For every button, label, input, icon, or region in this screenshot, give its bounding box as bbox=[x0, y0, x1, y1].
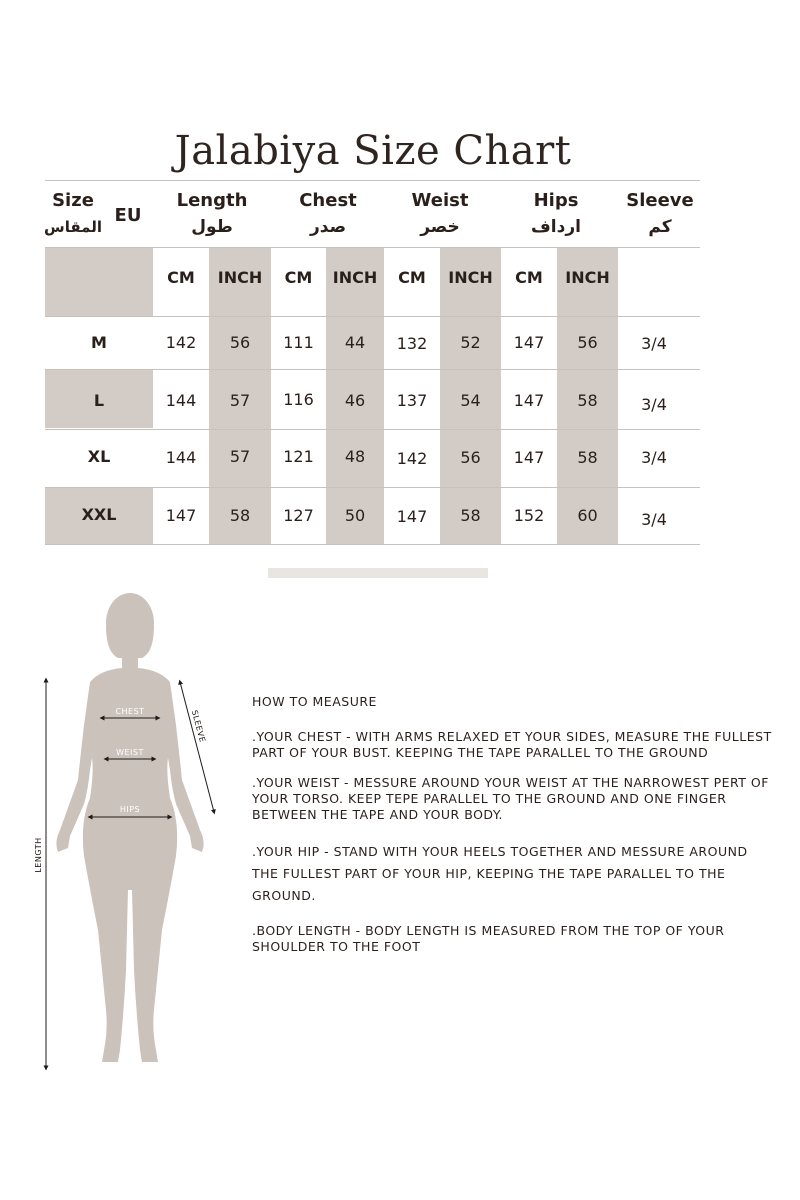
hips-label: HIPS bbox=[119, 805, 141, 814]
sleeve-header bbox=[620, 190, 700, 239]
hips-cm-cell: 147 bbox=[513, 333, 545, 352]
hips-inch-cell: 60 bbox=[577, 506, 598, 525]
hips-inch-cell: 56 bbox=[577, 333, 598, 352]
weist-cm-unit: CM bbox=[398, 268, 426, 287]
length-cm-cell: 144 bbox=[165, 448, 197, 467]
weist-inch-unit: INCH bbox=[448, 268, 493, 287]
table-top-rule bbox=[45, 180, 700, 181]
length-inch-unit: INCH bbox=[217, 268, 263, 287]
weist-header bbox=[390, 190, 490, 239]
chest-cm-unit: CM bbox=[284, 268, 313, 287]
length-inch-cell: 57 bbox=[229, 447, 251, 466]
how-to-measure bbox=[252, 694, 772, 969]
body-measurement-figure bbox=[30, 590, 230, 1080]
length-cm-cell: 142 bbox=[165, 333, 197, 352]
size-cell: XXL bbox=[81, 505, 117, 524]
row-xl-bottom-rule bbox=[45, 487, 700, 488]
chest-inch-cell: 44 bbox=[344, 333, 366, 352]
body-silhouette bbox=[56, 593, 203, 1062]
size-cell: M bbox=[91, 333, 107, 352]
hips-header-arabic: ارداف bbox=[531, 217, 581, 237]
chest-inch-cell: 46 bbox=[344, 391, 366, 410]
chest-inch-unit: INCH bbox=[332, 268, 378, 287]
how-to-measure-title: HOW TO MEASURE bbox=[252, 694, 377, 709]
sleeve-cell: 3/4 bbox=[641, 334, 667, 353]
chest-instruction: .YOUR CHEST - WITH ARMS RELAXED ET YOUR SIDES, MEASURE THE FULLEST PART OF YOUR BUST. KEEPING THE TAPE PARALLEL TO THE GROUND bbox=[252, 729, 772, 760]
chest-cm-cell: 116 bbox=[283, 390, 314, 409]
length-cm-unit: CM bbox=[167, 268, 195, 287]
size-header bbox=[40, 190, 106, 239]
table-bottom-rule bbox=[45, 544, 700, 545]
hips-header bbox=[506, 190, 606, 239]
hips-inch-cell: 58 bbox=[577, 391, 598, 410]
eu-header-label: EU bbox=[114, 205, 142, 226]
hips-inch-unit: INCH bbox=[565, 268, 610, 287]
hips-inch-cell: 58 bbox=[577, 448, 598, 467]
length-header-label: Length bbox=[176, 190, 248, 211]
weist-inch-cell: 56 bbox=[460, 448, 481, 467]
hips-cm-cell: 152 bbox=[513, 506, 545, 525]
section-divider bbox=[268, 568, 488, 578]
chest-label: CHEST bbox=[115, 707, 145, 716]
weist-instruction: .YOUR WEIST - MESSURE AROUND YOUR WEIST AT THE NARROWEST PERT OF YOUR TORSO. KEEP TEPE PARALLEL TO THE GROUND AND ONE FINGER BETWEEN THE TAPE AND YOUR BODY. bbox=[252, 775, 769, 822]
eu-header bbox=[108, 205, 148, 227]
length-inch-cell: 57 bbox=[229, 391, 251, 410]
weist-inch-cell: 52 bbox=[460, 333, 481, 352]
sleeve-header-arabic: كم bbox=[648, 217, 672, 237]
hips-cm-unit: CM bbox=[515, 268, 543, 287]
length-inch-cell: 58 bbox=[229, 506, 251, 525]
weist-cm-cell: 132 bbox=[396, 334, 428, 353]
hips-cm-cell: 147 bbox=[513, 391, 545, 410]
length-cm-cell: 147 bbox=[165, 506, 197, 525]
chest-inch-cell: 50 bbox=[344, 506, 366, 525]
chest-cm-cell: 111 bbox=[283, 333, 314, 352]
length-header-arabic: طول bbox=[191, 217, 233, 237]
size-header-arabic: المقاس bbox=[44, 218, 102, 236]
chest-cm-cell: 127 bbox=[283, 506, 314, 525]
size-header-label: Size bbox=[52, 190, 94, 211]
length-inch-cell: 56 bbox=[229, 333, 251, 352]
page-title: Jalabiya Size Chart bbox=[174, 128, 572, 174]
length-instruction: .BODY LENGTH - BODY LENGTH IS MEASURED FROM THE TOP OF YOUR SHOULDER TO THE FOOT bbox=[252, 923, 725, 954]
size-column-shade bbox=[45, 248, 153, 316]
weist-cm-cell: 147 bbox=[396, 507, 428, 526]
header-bottom-rule bbox=[45, 247, 700, 248]
row-l-bottom-rule bbox=[45, 429, 700, 430]
row-m-bottom-rule bbox=[45, 369, 700, 370]
weist-header-label: Weist bbox=[411, 190, 469, 211]
chest-header-label: Chest bbox=[299, 190, 357, 211]
sleeve-cell: 3/4 bbox=[641, 395, 667, 414]
length-label: LENGTH bbox=[34, 837, 43, 873]
weist-cm-cell: 137 bbox=[396, 391, 428, 410]
weist-inch-cell: 54 bbox=[460, 391, 481, 410]
chest-header bbox=[278, 190, 378, 239]
hip-instruction: .YOUR HIP - STAND WITH YOUR HEELS TOGETHER AND MESSURE AROUND THE FULLEST PART OF YOUR HIP, KEEPING THE TAPE PARALLEL TO THE GROUND. bbox=[252, 844, 748, 903]
sleeve-header-label: Sleeve bbox=[626, 190, 694, 211]
size-cell: L bbox=[93, 391, 105, 410]
chest-header-arabic: صدر bbox=[309, 217, 347, 237]
sleeve-cell: 3/4 bbox=[641, 510, 667, 529]
weist-inch-cell: 58 bbox=[460, 506, 481, 525]
chest-inch-cell: 48 bbox=[344, 447, 366, 466]
length-cm-cell: 144 bbox=[165, 391, 197, 410]
hips-header-label: Hips bbox=[533, 190, 579, 211]
units-bottom-rule bbox=[45, 316, 700, 317]
weist-cm-cell: 142 bbox=[396, 449, 428, 468]
chest-cm-cell: 121 bbox=[283, 447, 314, 466]
length-header bbox=[162, 190, 262, 239]
weist-header-arabic: خصر bbox=[420, 217, 460, 237]
weist-label: WEIST bbox=[116, 748, 144, 757]
hips-cm-cell: 147 bbox=[513, 448, 545, 467]
size-cell: XL bbox=[87, 447, 111, 466]
sleeve-cell: 3/4 bbox=[641, 448, 667, 467]
sleeve-label: SLEEVE bbox=[189, 709, 208, 744]
